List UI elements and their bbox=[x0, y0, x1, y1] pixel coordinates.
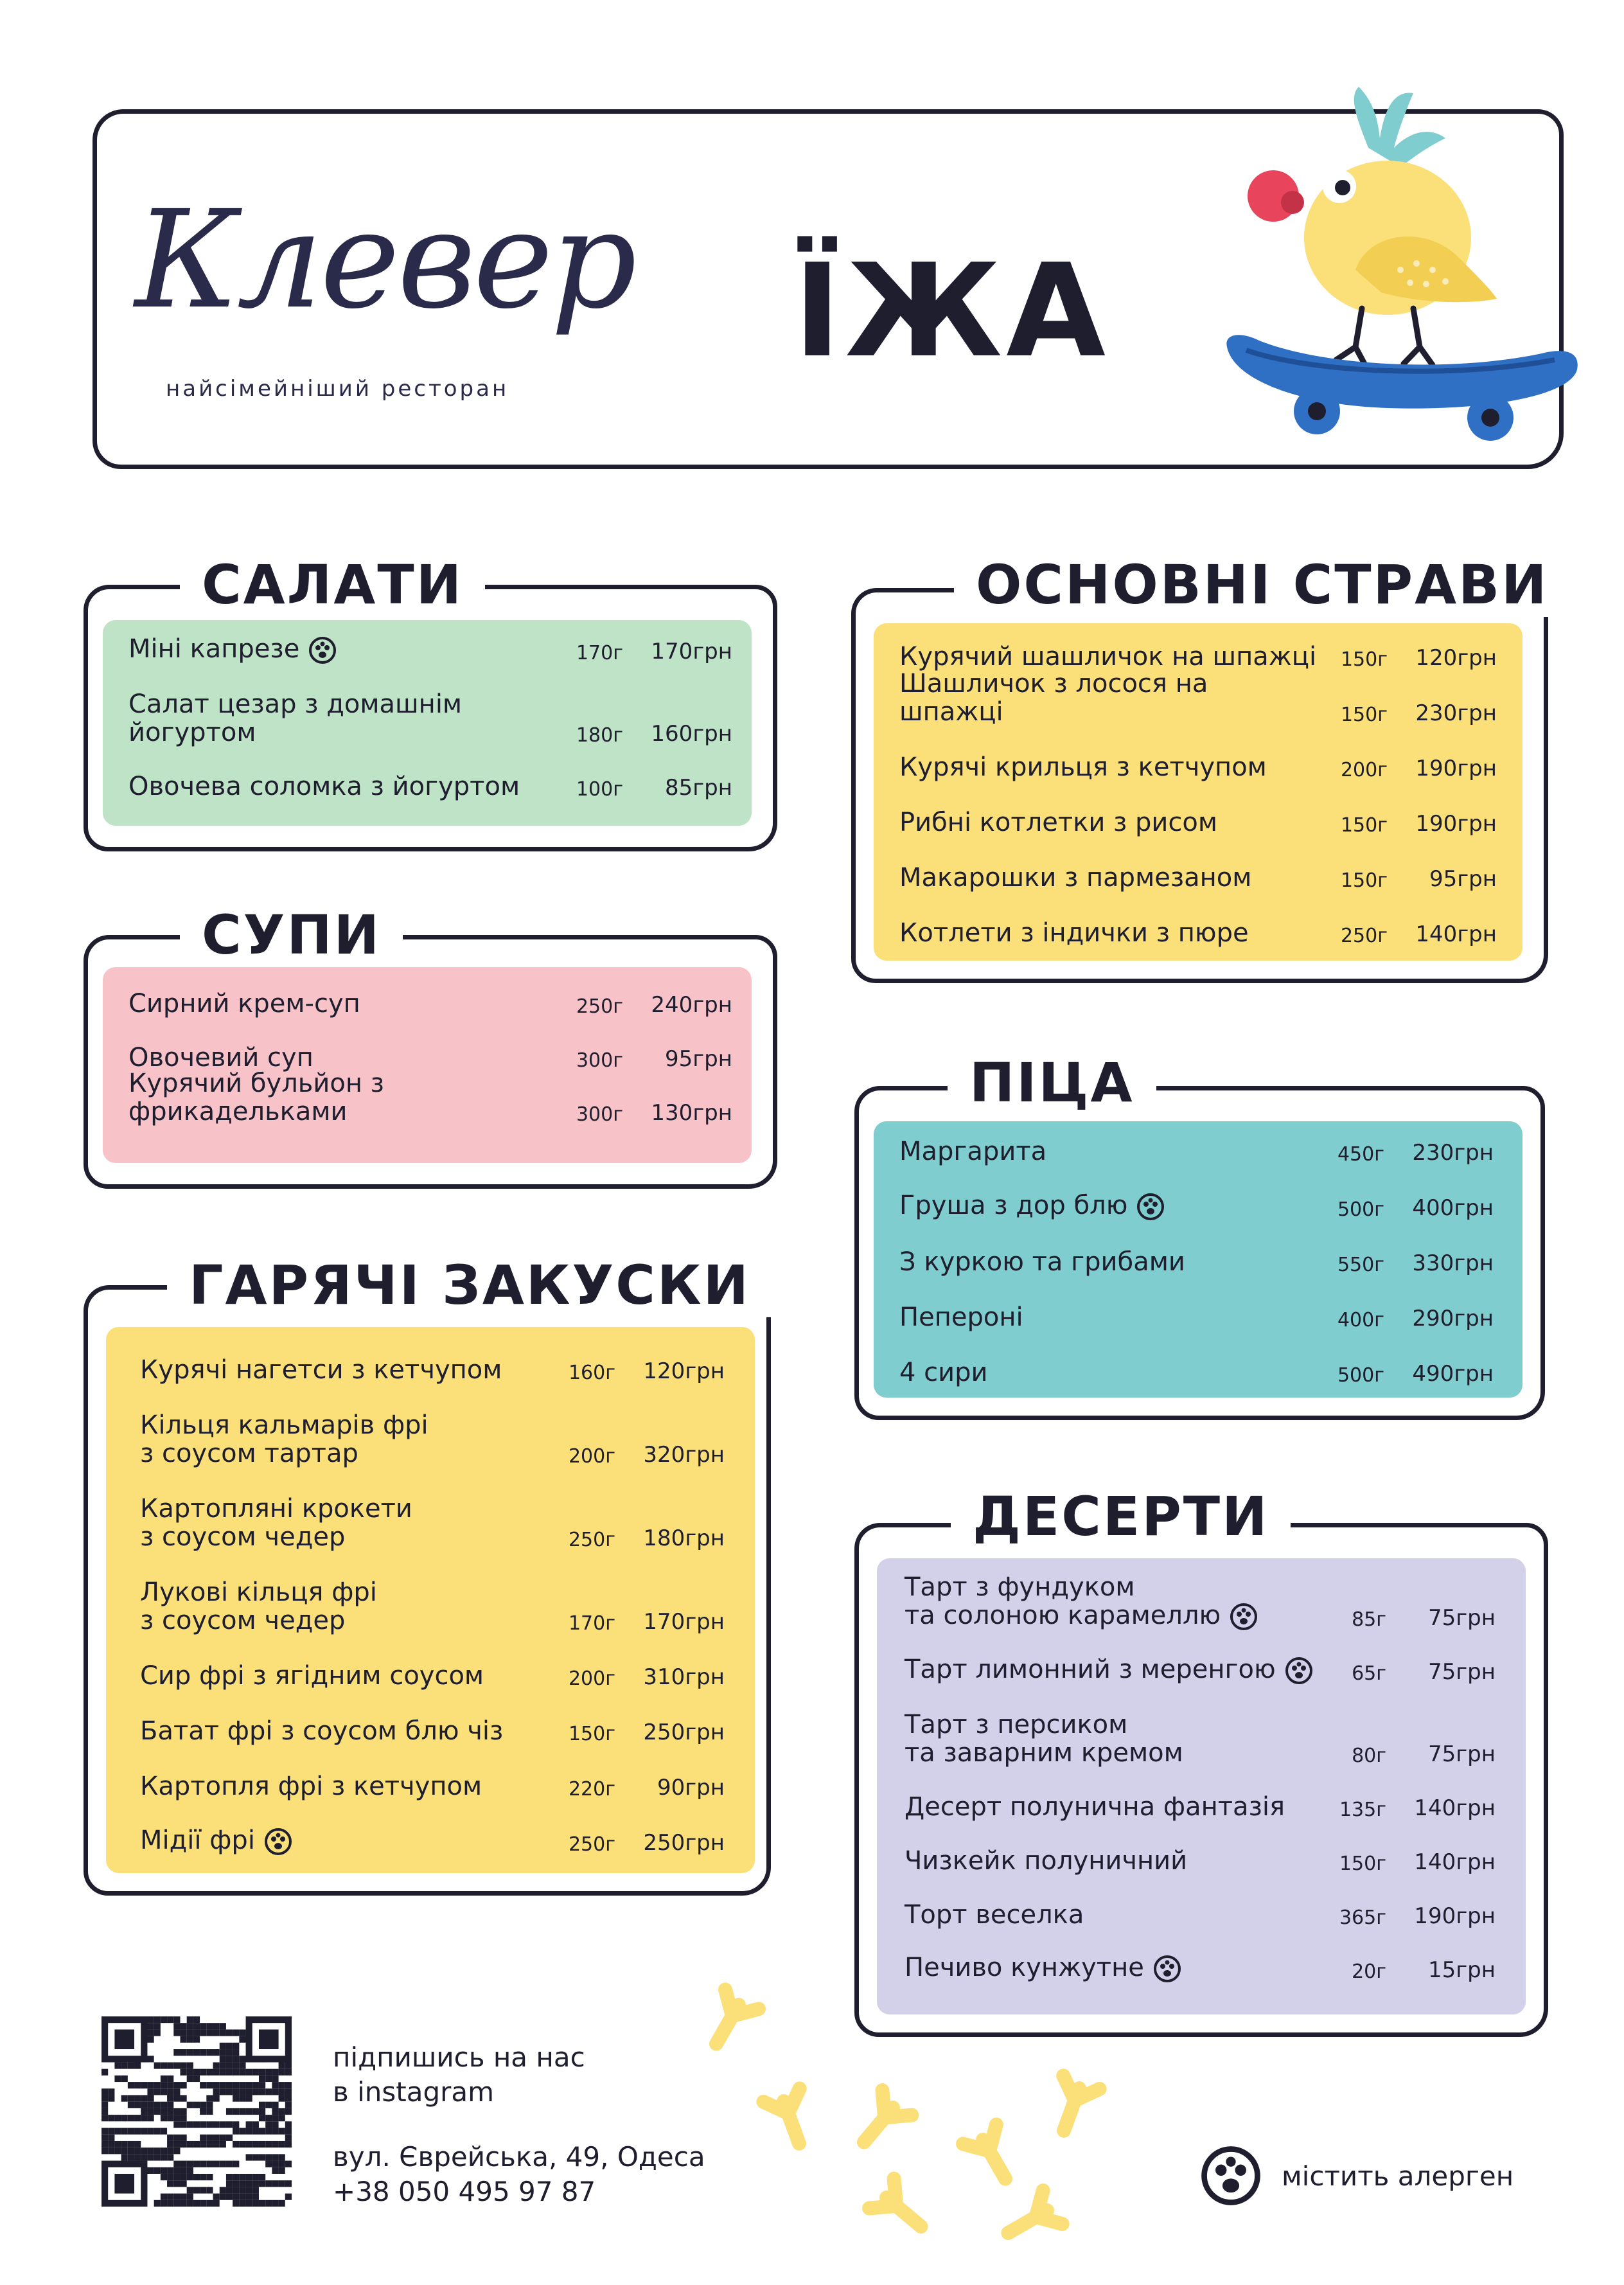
menu-item-weight: 250г bbox=[1340, 925, 1388, 947]
menu-item bbox=[899, 669, 1497, 727]
menu-item-weight: 135г bbox=[1339, 1799, 1386, 1821]
menu-item bbox=[899, 1248, 1494, 1276]
menu-item-name: Міні капрезе bbox=[128, 635, 552, 664]
hot-snacks-list bbox=[140, 1356, 725, 1870]
allergen-icon bbox=[1136, 1193, 1165, 1221]
menu-item bbox=[899, 1137, 1494, 1166]
allergen-icon bbox=[1230, 1603, 1258, 1631]
menu-item bbox=[140, 1827, 725, 1856]
menu-item-name: Мідії фрі bbox=[140, 1826, 545, 1856]
page-title: ЇЖА bbox=[793, 236, 1110, 386]
menu-item-weight: 20г bbox=[1352, 1960, 1386, 1983]
menu-item-name: Печиво кунжутне bbox=[905, 1953, 1316, 1983]
menu-item-price: 310грн bbox=[643, 1664, 725, 1690]
menu-item-name: Курячі крильця з кетчупом bbox=[899, 752, 1267, 782]
menu-item-price: 120грн bbox=[1415, 645, 1497, 671]
menu-item bbox=[128, 990, 732, 1018]
menu-item-price: 140грн bbox=[1415, 921, 1497, 947]
menu-item-name: Картопля фрі з кетчупом bbox=[140, 1772, 482, 1801]
menu-item-price: 170грн bbox=[651, 639, 732, 664]
menu-item bbox=[905, 1901, 1496, 1929]
menu-item bbox=[905, 1847, 1496, 1875]
pizza-list bbox=[899, 1137, 1494, 1394]
logo: Клевер bbox=[135, 181, 635, 339]
instagram-text-1: підпишись на нас bbox=[333, 2041, 585, 2073]
menu-item-weight: 200г bbox=[568, 1445, 615, 1468]
menu-item-name: Тарт з фундуком та солоною карамеллю bbox=[905, 1573, 1316, 1631]
menu-item-price: 190грн bbox=[1414, 1903, 1496, 1929]
menu-item bbox=[899, 753, 1497, 781]
menu-item-price: 95грн bbox=[665, 1046, 732, 1072]
menu-item-weight: 300г bbox=[576, 1049, 623, 1072]
menu-item-weight: 170г bbox=[568, 1612, 615, 1635]
menu-item bbox=[899, 643, 1497, 671]
pizza-title: ПІЦА bbox=[948, 1051, 1156, 1115]
menu-item bbox=[899, 864, 1497, 892]
menu-item-price: 190грн bbox=[1415, 756, 1497, 781]
menu-item-name: Лукові кільця фрі з соусом чедер bbox=[140, 1578, 377, 1635]
menu-item-name: Пепероні bbox=[899, 1303, 1023, 1332]
menu-item-weight: 150г bbox=[1340, 814, 1388, 837]
desserts-title: ДЕСЕРТИ bbox=[951, 1484, 1291, 1549]
menu-item-weight: 250г bbox=[568, 1529, 615, 1551]
menu-item-weight: 300г bbox=[576, 1103, 623, 1126]
footprints-decoration bbox=[700, 1979, 1163, 2262]
menu-item bbox=[140, 1662, 725, 1690]
menu-item-weight: 200г bbox=[1340, 759, 1388, 781]
menu-item-name: З куркою та грибами bbox=[899, 1247, 1185, 1277]
menu-item-price: 230грн bbox=[1412, 1140, 1494, 1166]
menu-item-price: 130грн bbox=[651, 1100, 732, 1126]
menu-item bbox=[128, 636, 732, 664]
menu-item bbox=[140, 1578, 725, 1635]
menu-item-weight: 220г bbox=[568, 1778, 615, 1800]
menu-item bbox=[899, 1303, 1494, 1331]
menu-item-weight: 150г bbox=[568, 1723, 615, 1745]
menu-item-weight: 550г bbox=[1337, 1254, 1384, 1276]
allergen-legend-text: містить алерген bbox=[1282, 2160, 1514, 2192]
menu-item-price: 120грн bbox=[643, 1358, 725, 1384]
menu-item-price: 330грн bbox=[1412, 1250, 1494, 1276]
menu-item bbox=[128, 1069, 732, 1126]
desserts-list bbox=[905, 1574, 1496, 2011]
menu-item bbox=[128, 772, 732, 801]
menu-item-weight: 160г bbox=[568, 1362, 615, 1384]
menu-item bbox=[899, 1358, 1494, 1387]
menu-item bbox=[140, 1356, 725, 1384]
menu-item-name: Сир фрі з ягідним соусом bbox=[140, 1661, 484, 1691]
mains-title: ОСНОВНІ СТРАВИ bbox=[954, 553, 1570, 617]
salads-list bbox=[128, 636, 732, 816]
menu-item bbox=[905, 1793, 1496, 1821]
allergen-icon bbox=[1285, 1657, 1313, 1685]
allergen-icon bbox=[308, 636, 337, 664]
menu-item-price: 75грн bbox=[1428, 1605, 1496, 1631]
menu-item-weight: 100г bbox=[576, 778, 623, 801]
menu-item-weight: 200г bbox=[568, 1667, 615, 1690]
menu-item-price: 240грн bbox=[651, 992, 732, 1018]
menu-item-weight: 365г bbox=[1339, 1907, 1386, 1929]
menu-item bbox=[128, 690, 732, 747]
menu-item-name: Маргарита bbox=[899, 1137, 1047, 1166]
menu-item bbox=[128, 1044, 732, 1072]
menu-item-name: 4 сири bbox=[899, 1358, 988, 1387]
menu-item-name: Тарт з персиком та заварним кремом bbox=[905, 1710, 1183, 1768]
menu-item-name: Чизкейк полуничний bbox=[905, 1846, 1188, 1876]
menu-item-name: Тарт лимонний з меренгою bbox=[905, 1655, 1316, 1685]
menu-item-name: Овочева соломка з йогуртом bbox=[128, 772, 520, 801]
menu-item-price: 250грн bbox=[643, 1720, 725, 1745]
menu-item-name: Картопляні крокети з соусом чедер bbox=[140, 1494, 412, 1552]
menu-item-price: 140грн bbox=[1414, 1795, 1496, 1821]
menu-item-price: 320грн bbox=[643, 1442, 725, 1468]
menu-item-name: Шашличок з лосося на шпажці bbox=[899, 669, 1208, 727]
menu-item-name: Макарошки з пармезаном bbox=[899, 863, 1252, 893]
menu-item-price: 90грн bbox=[657, 1775, 725, 1800]
soups-title: СУПИ bbox=[180, 903, 403, 967]
instagram-text-2: в instagram bbox=[333, 2076, 495, 2108]
soups-list bbox=[128, 990, 732, 1150]
menu-item-weight: 500г bbox=[1337, 1198, 1384, 1221]
allergen-icon bbox=[264, 1827, 292, 1856]
menu-item-price: 140грн bbox=[1414, 1849, 1496, 1875]
menu-item-weight: 180г bbox=[576, 724, 623, 747]
menu-item-name: Салат цезар з домашнім йогуртом bbox=[128, 689, 463, 747]
menu-item-name: Сирний крем-суп bbox=[128, 989, 360, 1018]
mains-list bbox=[899, 643, 1497, 951]
menu-item-price: 75грн bbox=[1428, 1659, 1496, 1685]
phone: +38 050 495 97 87 bbox=[333, 2176, 596, 2207]
menu-item-price: 180грн bbox=[643, 1525, 725, 1551]
menu-item-price: 400грн bbox=[1412, 1195, 1494, 1221]
menu-item-price: 290грн bbox=[1412, 1306, 1494, 1331]
menu-item bbox=[140, 1772, 725, 1800]
menu-item-name: Рибні котлетки з рисом bbox=[899, 808, 1218, 837]
menu-item-name: Торт веселка bbox=[905, 1900, 1084, 1930]
menu-item bbox=[899, 1193, 1494, 1221]
menu-item-price: 250грн bbox=[643, 1830, 725, 1856]
menu-item-weight: 80г bbox=[1352, 1745, 1386, 1767]
menu-item bbox=[140, 1411, 725, 1468]
menu-item-weight: 170г bbox=[576, 642, 623, 664]
menu-item-price: 95грн bbox=[1429, 866, 1497, 892]
menu-item-name: Груша з дор блю bbox=[899, 1191, 1314, 1221]
salads-title: САЛАТИ bbox=[180, 553, 485, 617]
menu-item bbox=[899, 919, 1497, 947]
menu-item-price: 170грн bbox=[643, 1609, 725, 1635]
menu-item-price: 230грн bbox=[1415, 700, 1497, 726]
menu-item-weight: 85г bbox=[1352, 1608, 1386, 1631]
menu-item-name: Курячі нагетси з кетчупом bbox=[140, 1355, 502, 1385]
menu-item-name: Десерт полунична фантазія bbox=[905, 1792, 1285, 1822]
menu-item-price: 85грн bbox=[665, 775, 732, 801]
menu-item-weight: 150г bbox=[1339, 1853, 1386, 1875]
menu-item-name: Котлети з індички з пюре bbox=[899, 918, 1249, 948]
menu-item bbox=[905, 1574, 1496, 1631]
menu-item-price: 75грн bbox=[1428, 1741, 1496, 1767]
menu-item-price: 15грн bbox=[1428, 1957, 1496, 1983]
tagline: найсімейніший ресторан bbox=[166, 376, 509, 402]
address: вул. Єврейська, 49, Одеса bbox=[333, 2141, 705, 2173]
menu-item-name: Батат фрі з соусом блю чіз bbox=[140, 1716, 504, 1746]
menu-item-weight: 450г bbox=[1337, 1143, 1384, 1166]
menu-item-weight: 500г bbox=[1337, 1364, 1384, 1387]
menu-item-weight: 150г bbox=[1340, 869, 1388, 892]
menu-item bbox=[140, 1717, 725, 1745]
allergen-legend-icon bbox=[1200, 2145, 1262, 2207]
menu-item-price: 190грн bbox=[1415, 811, 1497, 837]
menu-item-weight: 65г bbox=[1352, 1662, 1386, 1685]
menu-item bbox=[899, 808, 1497, 837]
qr-code-icon[interactable] bbox=[102, 2016, 292, 2207]
menu-item-weight: 250г bbox=[576, 995, 623, 1018]
menu-item-weight: 400г bbox=[1337, 1309, 1384, 1331]
menu-item-weight: 250г bbox=[568, 1833, 615, 1856]
menu-item bbox=[905, 1711, 1496, 1767]
menu-item bbox=[905, 1657, 1496, 1685]
menu-item-name: Курячий бульйон з фрикадельками bbox=[128, 1069, 384, 1126]
menu-item-weight: 150г bbox=[1340, 704, 1388, 726]
menu-item-price: 490грн bbox=[1412, 1361, 1494, 1387]
menu-item-price: 160грн bbox=[651, 721, 732, 747]
menu-item-weight: 150г bbox=[1340, 648, 1388, 671]
menu-item-name: Курячий шашличок на шпажці bbox=[899, 642, 1317, 671]
menu-item-name: Кільця кальмарів фрі з соусом тартар bbox=[140, 1410, 428, 1468]
hot-snacks-title: ГАРЯЧІ ЗАКУСКИ bbox=[167, 1253, 772, 1317]
menu-item bbox=[140, 1495, 725, 1551]
parrot-skateboard-illustration bbox=[1221, 77, 1587, 463]
menu-item-name: Овочевий суп bbox=[128, 1043, 313, 1072]
